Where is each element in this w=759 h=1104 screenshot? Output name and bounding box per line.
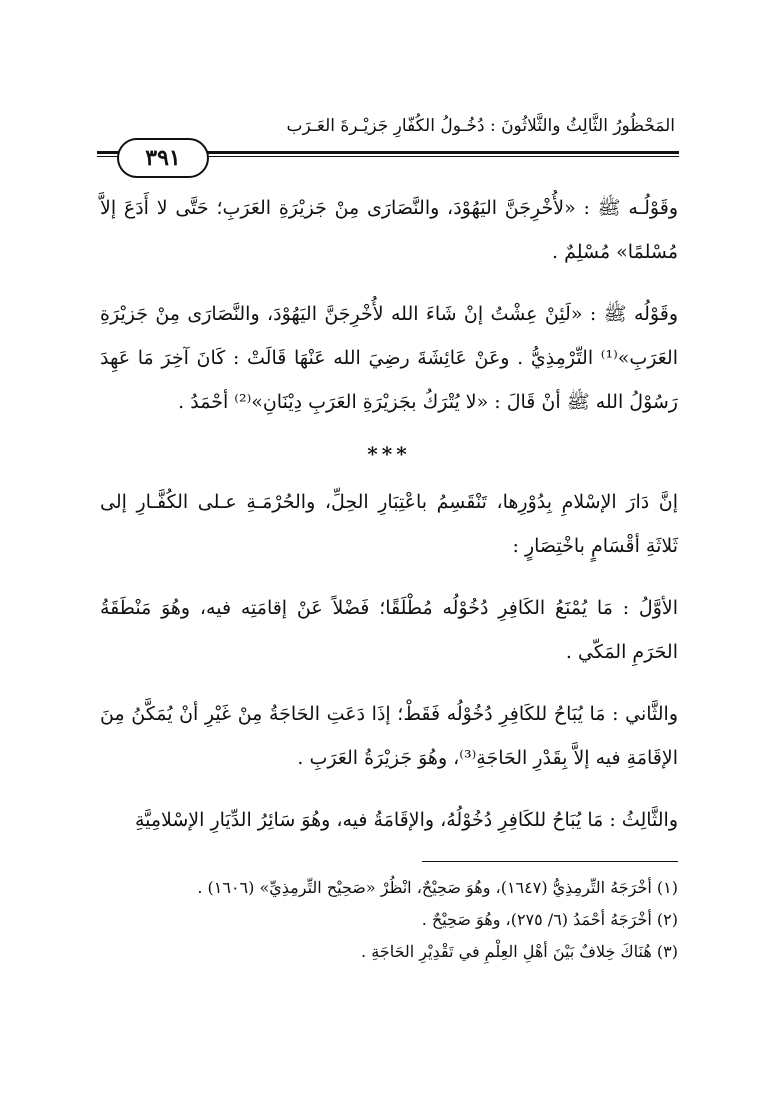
footnote-2: (٢) أخْرَجَهُ أحْمَدُ (٦/ ٢٧٥)، وهُوَ صَحِيْحٌ .: [421, 910, 678, 929]
section-separator: ***: [367, 442, 411, 466]
paragraph-second-division: والثَّاني : مَا يُبَاحُ للكَافِرِ دُخُوْلُه فَقَطْ؛ إذَا دَعَتِ الحَاجَةُ مِنْ غَيْرِ أنْ يُمَكَّنُ مِنَ الإقَامَةِ فيه إلاَّ بِقَدْرِ الحَاجَةِ⁽³⁾، وهُوَ جَزيْرَةُ العَرَبِ .: [100, 703, 678, 769]
main-text: [100, 186, 678, 858]
page-number-badge: ٣٩١: [117, 138, 209, 178]
footnote-separator-rule: [422, 861, 678, 862]
footnote-1: (١) أخْرَجَهُ التِّرمِذِيُّ (١٦٤٧)، وهُوَ صَحِيْحٌ، انْظُرْ «صَحِيْح التِّرمِذِيِّ» (١٦٠٦) .: [197, 878, 678, 897]
footnote-3: (٣) هُنَاكَ خِلافٌ بَيْنَ أهْلِ العِلْمِ في تَقْدِيْرِ الحَاجَةِ .: [361, 942, 678, 961]
paragraph-first-division: الأوَّلُ : مَا يُمْنَعُ الكَافِرِ دُخُوْلُه مُطْلَقًا؛ فَضْلاً عَنْ إقامَتِه فيه، وهُوَ مَنْطَقَةُ الحَرَمِ المَكّي .: [100, 597, 678, 663]
footnotes: [100, 872, 678, 968]
paragraph-hadith-2: وقَوْلُه ﷺ : «لَئِنْ عِشْتُ إنْ شَاءَ الله لأُخْرِجَنَّ اليَهُوْدَ، والنَّصَارَى مِنْ جَزيْرَةِ العَرَبِ»⁽¹⁾ التِّرْمِذِيُّ . وعَنْ عَائِشَةَ رضِيَ الله عَنْهَا قَالَتْ : كَانَ آخِرَ مَا عَهِدَ رَسُوْلُ الله ﷺ أنْ قَالَ : «لا يُتْرَكُ بجَزيْرَةِ العَرَبِ دِيْنَانِ»⁽²⁾ أحْمَدُ .: [100, 303, 678, 413]
paragraph-intro: إنَّ دَارَ الإسْلامِ بِدُوْرِها، تَنْقَسِمُ باعْتِبَارِ الحِلِّ، والحُرْمَـةِ عـلى الكُفَّـارِ إلى ثَلاثَةِ أقْسَامٍ باخْتِصَارٍ :: [100, 491, 678, 557]
paragraph-hadith-1: وقَوْلُـه ﷺ : «لأُخْرِجَنَّ اليَهُوْدَ، والنَّصَارَى مِنْ جَزيْرَةِ العَرَبِ؛ حَتَّى لا أَدَعَ إلاَّ مُسْلمًا» مُسْلِمٌ .: [100, 197, 678, 263]
running-head-title: المَحْظُورُ الثَّالِثُ والثَّلاثُونَ : دُخُـولُ الكُفّارِ جَزيْـرةَ العَـرَب: [286, 116, 675, 136]
paragraph-third-division: والثَّالِثُ : مَا يُبَاحُ للكَافِرِ دُخُوْلُهُ، والإقَامَةُ فيه، وهُوَ سَائِرُ الدِّيَارِ الإسْلامِيَّةِ: [134, 809, 678, 831]
